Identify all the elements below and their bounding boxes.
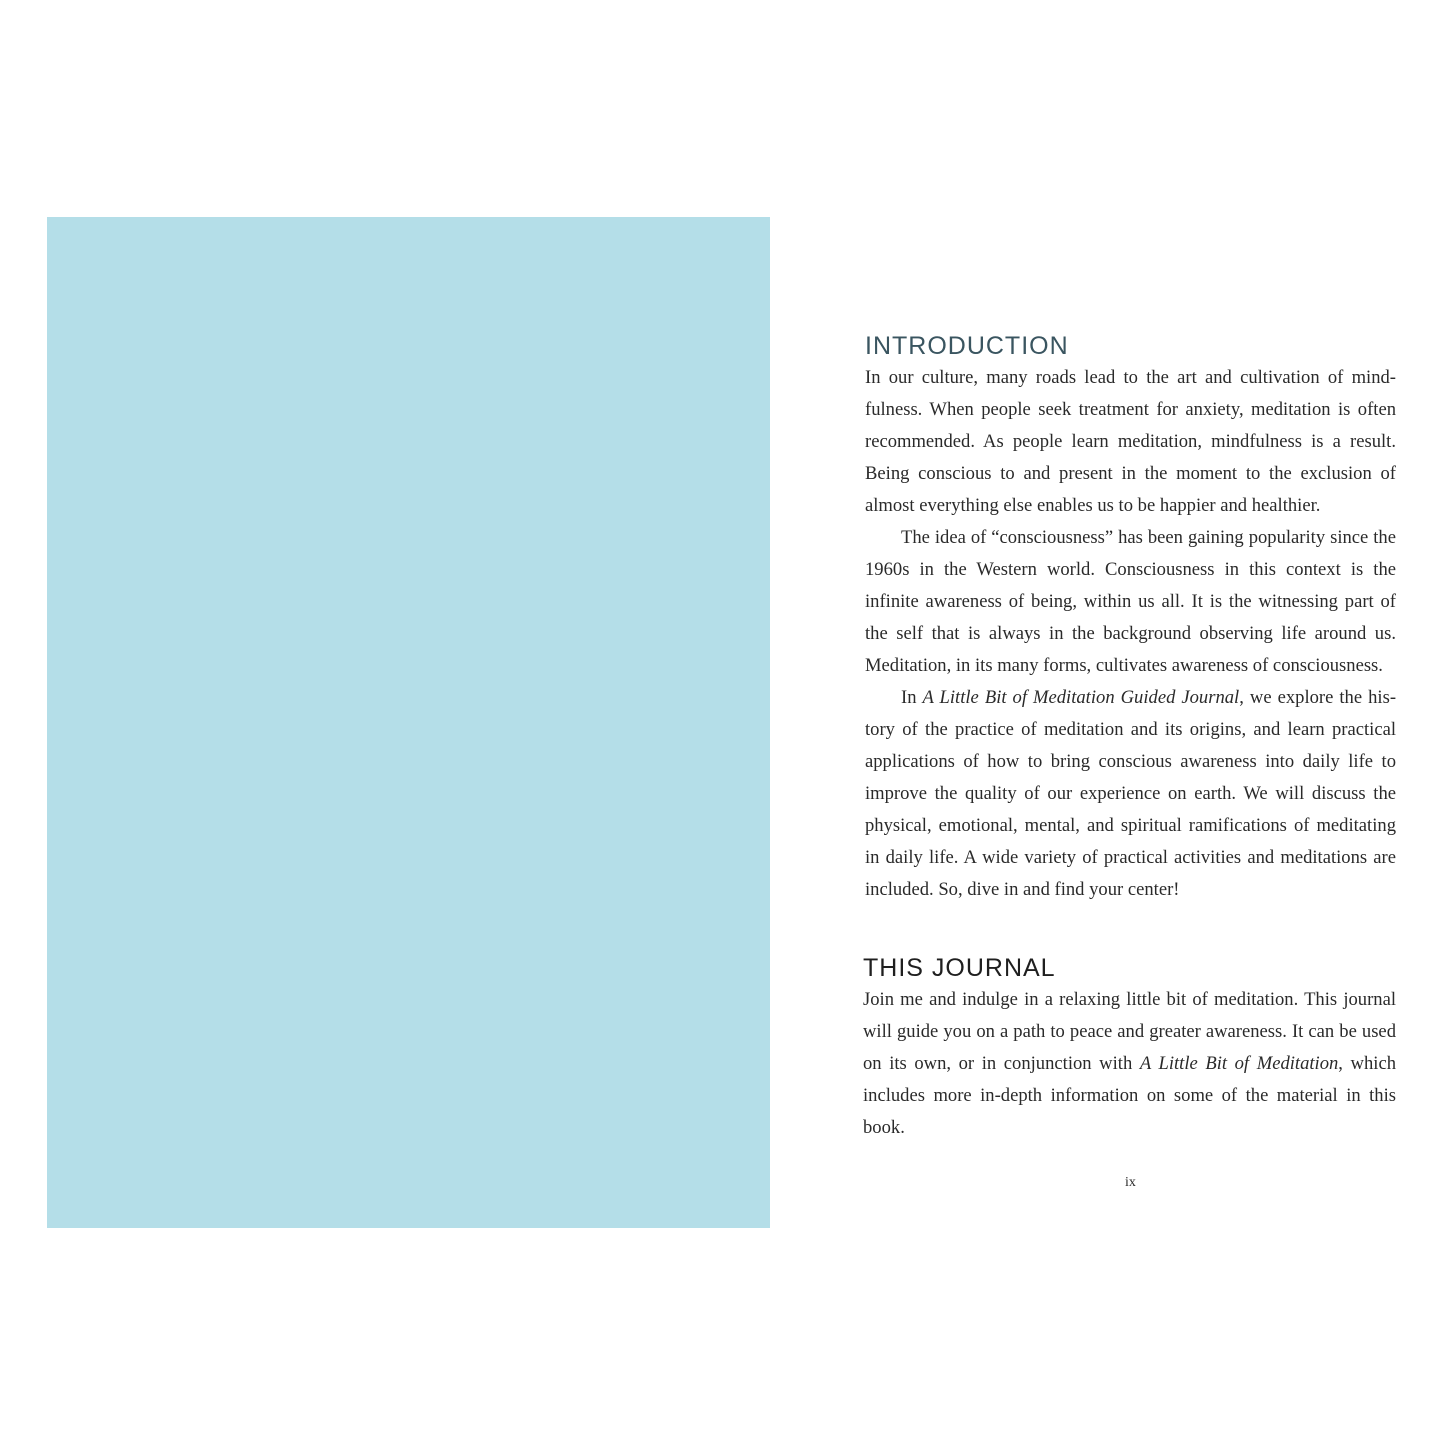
introduction-paragraph-1: In our culture, many roads lead to the art and cultivation of mindfulness. When people seek treatment for anxiety, meditation is often recommended. As people learn meditation, mindfulness is a result. Being conscious to and present in the moment to the exclusion of almost everything else enables us to be happier and healthier. [865, 367, 1396, 516]
paragraph-lead: Join me and indulge in a relaxing little bit of meditation. This journal will guide you on a path to peace and greater awareness. It can be used on its own, or in conjunction with [863, 989, 1396, 1074]
journal-heading: THIS JOURNAL [863, 954, 1056, 982]
paragraph-lead: In [901, 687, 923, 708]
text-page [863, 330, 1397, 1190]
introduction-body [865, 362, 1396, 906]
book-title-italic: A Little Bit of Meditation [1139, 1053, 1339, 1074]
introduction-paragraph-3 [865, 682, 1396, 906]
journal-section [863, 952, 1396, 1144]
book-title-italic: A Little Bit of Meditation Guided Journal [922, 687, 1240, 708]
introduction-paragraph-2: The idea of “consciousness” has been gaining popularity since the 1960s in the Western world. Consciousness in this context is the infinite awareness of being, within us all. It is the witnessing part of the self that is always in the background observing life around us. Meditation, in its many forms, cultivates awareness of consciousness. [865, 527, 1396, 676]
blank-color-page [47, 217, 770, 1228]
page-number: ix [1125, 1175, 1136, 1190]
paragraph-rest: , we explore the history of the practice of meditation and its origins, and learn practical applications of how to bring conscious awareness into daily life to improve the quality of our experience on earth. We will discuss the physical, emotional, mental, and spiritual ramifications of meditating in daily life. A wide variety of practical activities and meditations are included. So, dive in and find your center! [865, 687, 1397, 900]
introduction-heading: INTRODUCTION [865, 332, 1069, 360]
journal-paragraph-1 [863, 984, 1396, 1144]
paragraph-rest: , which includes more in-depth information on some of the material in this book. [863, 1053, 1396, 1138]
journal-body [863, 984, 1396, 1144]
